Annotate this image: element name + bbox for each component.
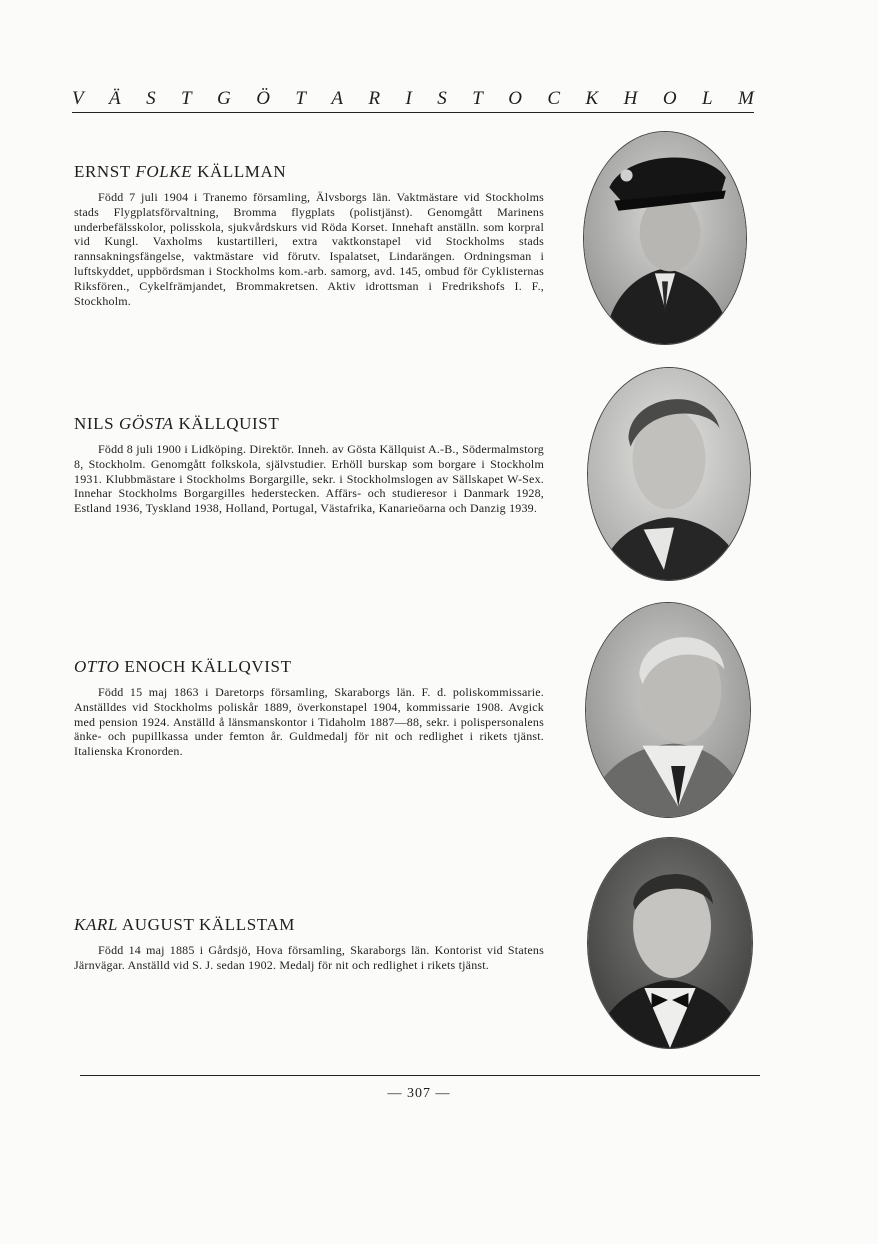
name-italic: GÖSTA	[119, 414, 174, 433]
person-bio: Född 14 maj 1885 i Gårdsjö, Hova församling, Skaraborgs län. Kontorist vid Statens Järnvägar. Anställd vid S. J. sedan 1902. Medalj för nit och redlighet i rikets tjänst.	[74, 943, 544, 972]
person-bio: Född 15 maj 1863 i Daretorps församling, Skaraborgs län. F. d. poliskommissarie. Anställdes vid Stockholms poliskår 1889, överkonstapel 1904, kommissarie 1908. Avgick med pension 1924. Anställd å länsmanskontor i Tidaholm 1887—88, sekr. i polispersonalens änke- och pupillkassa under femton år. Guldmedalj för nit och redlighet i rikets tjänst. Italienska Kronorden.	[74, 685, 544, 759]
header-rule	[72, 112, 754, 113]
person-name	[74, 657, 544, 677]
name-italic: KARL	[74, 915, 118, 934]
running-head-letter: K	[585, 88, 599, 109]
running-head-letter: O	[508, 88, 522, 109]
running-head-letter: S	[146, 88, 156, 109]
page-number: — 307 —	[387, 1086, 451, 1101]
running-head-letter: I	[405, 88, 412, 109]
person-bio: Född 7 juli 1904 i Tranemo församling, Älvsborgs län. Vaktmästare vid Stockholms stads Flygplatsförvaltning, Bromma flygplats (polistjänst). Genomgått Marinens underbefälsskolor, polisskola, sjukvårdskurs vid Röda Korset. Innehaft anställn. som korpral vid Kungl. Vaxholms kustartilleri, extra vaktkonstapel vid Stockholms stads rannsakningsfängelse, vaktmästare vid förutv. Ispalatset, Lindarängen. Ordningsman i luftskyddet, uppbördsman i Stockholms kom.-arb. samorg, avd. 145, ombud för Cyklisternas Riksfören., Cykelfrämjandet, Brommakretsen. Aktiv idrottsman i Fredrikshofs I. F., Stockholm.	[74, 190, 544, 308]
biography-entry	[74, 162, 544, 308]
running-head-letter: C	[547, 88, 561, 109]
running-head-letter: T	[472, 88, 483, 109]
running-head-letter: G	[217, 88, 231, 109]
name-part: KÄLLMAN	[192, 162, 287, 181]
running-head-letter: S	[437, 88, 447, 109]
running-head-letter: H	[623, 88, 638, 109]
name-part: ENOCH KÄLLQVIST	[119, 657, 292, 676]
person-name	[74, 162, 544, 182]
running-head-letter: O	[662, 88, 677, 109]
running-head-letter: L	[701, 88, 713, 109]
biography-entry	[74, 657, 544, 759]
running-head-letter: A	[331, 88, 344, 109]
running-head-letter: T	[295, 88, 306, 109]
running-head-letter: T	[181, 88, 192, 109]
portrait-photo	[583, 131, 747, 345]
name-part: AUGUST KÄLLSTAM	[117, 915, 295, 934]
running-head-letter: M	[738, 88, 754, 109]
biography-entry	[74, 915, 544, 973]
portrait-photo	[587, 367, 751, 581]
name-part: ERNST	[74, 162, 136, 181]
name-italic: FOLKE	[135, 162, 193, 181]
running-head	[72, 88, 754, 110]
person-bio: Född 8 juli 1900 i Lidköping. Direktör. Inneh. av Gösta Källquist A.-B., Södermalmstorg 8, Stockholm. Genomgått folkskola, självstudier. Erhöll burskap som borgare i Stockholm 1931. Klubbmästare i Stockholms Borgargille, sekr. i Stockholmslogen av Sällskapet W-Sex. Innehar Stockholms Borgargilles hederstecken. Affärs- och studieresor i Danmark 1928, Estland 1936, Tyskland 1938, Holland, Portugal, Västafrika, Kanarieöarna och Danzig 1939.	[74, 442, 544, 516]
portrait-photo	[585, 602, 751, 818]
portrait-photo	[587, 837, 753, 1049]
running-head-letter: V	[72, 88, 84, 109]
footer-rule	[80, 1075, 760, 1076]
running-head-letter: Ä	[109, 88, 121, 109]
biography-entry	[74, 414, 544, 516]
name-part: NILS	[74, 414, 120, 433]
name-italic: OTTO	[74, 657, 120, 676]
person-name	[74, 414, 544, 434]
running-head-letter: R	[368, 88, 381, 109]
person-name	[74, 915, 544, 935]
name-part: KÄLLQUIST	[173, 414, 280, 433]
running-head-letter: Ö	[256, 88, 270, 109]
